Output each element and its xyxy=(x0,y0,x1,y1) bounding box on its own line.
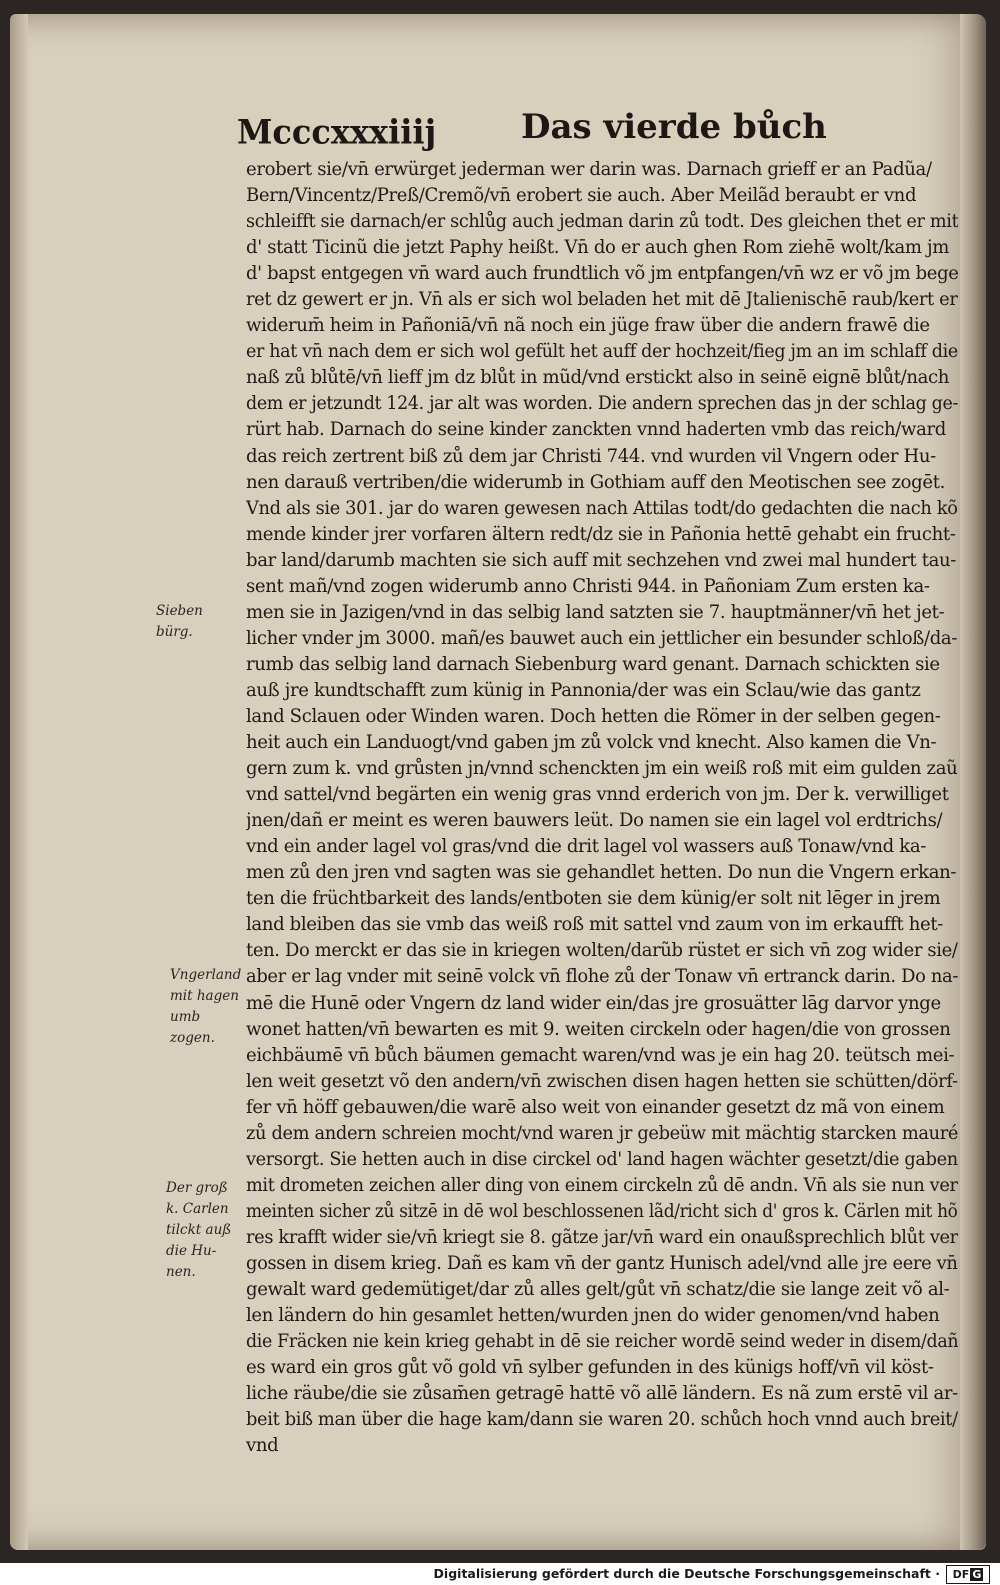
text-line: auß jre kundtschafft zum künig in Pannonia/der was ein Sclau/wie das gantz xyxy=(246,679,921,701)
text-line: sent mañ/vnd zogen widerumb anno Christi 944. in Pañoniam Zum ersten ka- xyxy=(246,575,930,597)
text-line: er hat vn̄ nach dem er sich wol gefült het auff der hochzeit/fieg jm an im schlaff die xyxy=(246,341,958,363)
text-line: liche räube/die sie zůsam̄en getragē hattē võ allē ländern. Es nã zum erstē vil ar- xyxy=(246,1383,958,1405)
text-line: ten die früchtbarkeit des lands/entboten sie dem künig/er solt nit lēger in jrem xyxy=(246,888,941,910)
text-line: widerum̄ heim in Pañoniā/vn̄ nã noch ein jüge fraw über die andern frawē die xyxy=(246,315,930,337)
text-line: d' statt Ticinũ die jetzt Paphy heißt. Vn̄ do er auch ghen Rom ziehē wolt/kam jm xyxy=(246,237,950,259)
text-line: mit drometen zeichen aller ding von einem circkeln zů dē andn. Vn̄ als sie nun ver xyxy=(246,1174,958,1196)
text-line: das reich zertrent biß zů dem jar Christi 744. vnd wurden vil Vngern oder Hu- xyxy=(246,445,936,467)
text-line: vnd xyxy=(246,1435,279,1457)
dfg-logo-icon xyxy=(946,1565,990,1584)
text-line: dem er jetzundt 124. jar alt was worden. Die andern sprechen das jn der schlag ge- xyxy=(246,393,958,415)
running-title: Das vierde bůch xyxy=(521,107,827,147)
text-line: mē die Hunē oder Vngern dz land wider ein/das jre grosuätter lāg darvor ynge xyxy=(246,992,941,1014)
text-line: zů dem andern schreien mocht/vnd waren jr gebeüw mit mächtig starcken mauré xyxy=(246,1122,958,1144)
text-line: wonet hatten/vn̄ bewarten es mit 9. weiten circkeln oder hagen/die von grossen xyxy=(246,1018,951,1040)
text-line: gewalt ward gedemütiget/dar zů alles gelt/gůt vn̄ schatz/die sie lange zeit võ al- xyxy=(246,1279,950,1301)
dfg-logo-text-b: G xyxy=(972,1568,982,1581)
margin-note-carlen: Der groß k. Carlen tilckt auß die Hu- nen. xyxy=(166,1180,232,1280)
page-header xyxy=(225,105,945,155)
text-line: es ward ein gros gůt võ gold vn̄ sylber gefunden in des künigs hoff/vn̄ vil köst- xyxy=(246,1357,934,1379)
text-line: res krafft wider sie/vn̄ kriegt sie 8. gãtze jar/vn̄ ward ein onaußsprechlich blůt ver xyxy=(246,1226,958,1248)
text-line: heit auch ein Landuogt/vnd gaben jm zů volck vnd knecht. Also kamen die Vn- xyxy=(246,732,937,754)
text-line: mende kinder jrer vorfaren ältern redt/dz sie in Pañonia hettē gehabt ein frucht- xyxy=(246,523,956,545)
text-line: len weit gesetzt võ den andern/vn̄ zwischen disen hagen hetten sie schütten/dörf- xyxy=(246,1070,958,1092)
text-line: jnen/dañ er meint es weren bauwers leüt. Do namen sie ein lagel vol erdtrichs/ xyxy=(246,810,943,832)
text-line: men zů den jren vnd sagten was sie gehandlet hetten. Do nun die Vngern erkan- xyxy=(246,862,957,884)
text-line: versorgt. Sie hetten auch in dise circkel od' land hagen wächter gesetzt/die gaben xyxy=(246,1148,958,1170)
text-line: vnd sattel/vnd begärten ein wenig gras vnnd erderich von jm. Der k. verwilliget xyxy=(246,784,949,806)
text-line: naß zů blůtē/vn̄ lieff jm dz blůt in mũd/vnd erstickt also in seinē eignē blůt/nach xyxy=(246,367,950,389)
text-line: eichbäumē vn̄ bůch bäumen gemacht waren/vnd was je ein hag 20. teütsch mei- xyxy=(246,1044,955,1066)
body-text xyxy=(246,157,964,1459)
text-line: gern zum k. vnd grůsten jn/vnnd schenckten jm ein weiß roß mit eim gulden zaũ xyxy=(246,758,958,780)
text-line: fer vn̄ höff gebauwen/die warē also weit von einander gesetzt dz mã von einem xyxy=(246,1096,945,1118)
text-line: Bern/Vincentz/Preß/Cremõ/vn̄ erobert sie auch. Aber Meilãd beraubt er vnd xyxy=(246,185,917,207)
text-line: vnd ein ander lagel vol gras/vnd die drit lagel vol wassers auß Tonaw/vnd ka- xyxy=(246,836,927,858)
text-line: rürt hab. Darnach do seine kinder zanckten vnnd haderten vmb das reich/ward xyxy=(246,419,947,441)
text-line: die Fräcken nie kein krieg gehabt in dē sie reicher wordē seind weder in disem/dañ xyxy=(246,1331,958,1353)
text-line: licher vnder jm 3000. mañ/es bauwet auch ein jettlicher ein besunder schloß/da- xyxy=(246,627,958,649)
margin-note-vngerland: Vngerland mit hagen umb zogen. xyxy=(170,967,242,1046)
text-line: Vnd als sie 301. jar do waren gewesen nach Attilas todt/do gedachten die nach kõ xyxy=(246,497,958,519)
text-line: d' bapst entgegen vn̄ ward auch frundtlich võ jm entpfangen/vn̄ wz er võ jm bege xyxy=(246,263,958,285)
footer-credit: Digitalisierung gefördert durch die Deutsche Forschungsgemeinschaft · xyxy=(433,1566,940,1581)
text-line: erobert sie/vn̄ erwürget jederman wer darin was. Darnach grieff er an Padũa/ xyxy=(246,159,932,180)
folio-number: Mcccxxxiiij xyxy=(237,112,437,152)
text-line: meinten sicher zů sitzē in dē wol beschlossenen lãd/richt sich d' gros k. Cärlen mit hõ xyxy=(246,1200,958,1222)
text-line: nen darauß vertriben/die widerumb in Gothiam auff den Meotischen see zogēt. xyxy=(246,471,946,493)
dfg-logo-text-a: DF xyxy=(952,1568,970,1581)
footer-bar xyxy=(0,1563,1000,1585)
page-edge xyxy=(10,14,28,1550)
text-line: land bleiben das sie vmb das weiß roß mit sattel vnd zaum von im erkaufft het- xyxy=(246,914,944,936)
text-line: ret dz gewert er jn. Vn̄ als er sich wol beladen het mit dē Jtalienischē raub/kert er xyxy=(246,289,958,311)
margin-note-sieben-burg: Sieben bürg. xyxy=(156,603,203,640)
text-line: aber er lag vnder mit seinē volck vn̄ flohe zů der Tonaw vn̄ ertranck darin. Do na- xyxy=(246,966,958,988)
text-line: beit biß man über die hage kam/dann sie waren 20. schůch hoch vnnd auch breit/ xyxy=(246,1409,958,1431)
text-line: gossen in disem krieg. Dañ es kam vn̄ der gantz Hunisch adel/vnd alle jre eere vn̄ xyxy=(246,1252,958,1274)
text-line: land Sclauen oder Winden waren. Doch hetten die Römer in der selben gegen- xyxy=(246,705,941,727)
text-line: men sie in Jazigen/vnd in das selbig land satzten sie 7. hauptmänner/vn̄ het jet- xyxy=(246,601,945,623)
text-line: bar land/darumb machten sie sich auff mit sechzehen vnd zwei mal hundert tau- xyxy=(246,549,957,571)
text-line: ten. Do merckt er das sie in kriegen wolten/darũb rüstet er sich vn̄ zog wider sie/ xyxy=(246,940,958,962)
text-line: len ländern do hin gesamlet hetten/wurden jnen do wider genomen/vnd haben xyxy=(246,1305,940,1327)
text-line: rumb das selbig land darnach Siebenburg ward genant. Darnach schickten sie xyxy=(246,653,940,675)
text-line: schleifft sie darnach/er schlůg auch jedman darin zů todt. Des gleichen thet er mit xyxy=(246,211,958,233)
